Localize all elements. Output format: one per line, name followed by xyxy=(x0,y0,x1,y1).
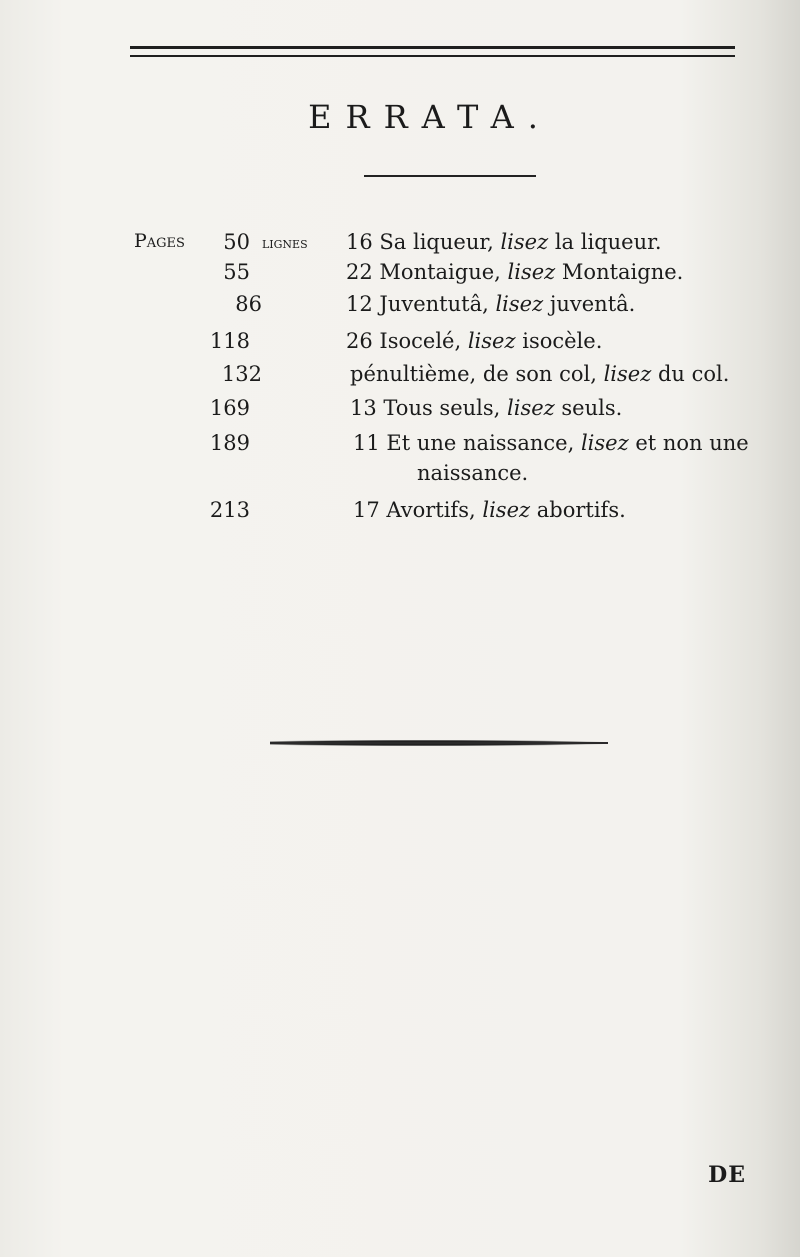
catchword: DE xyxy=(708,1162,746,1188)
page-number: 118 xyxy=(209,329,250,353)
lisez-label: lisez xyxy=(507,396,555,420)
error-text: Juventutâ, xyxy=(379,292,489,316)
line-number: 12 xyxy=(346,292,373,316)
errata-text xyxy=(350,398,622,419)
line-number: 17 xyxy=(353,498,380,522)
errata-text xyxy=(346,294,635,315)
correction-text: du col. xyxy=(657,362,730,386)
correction-text: Montaigne. xyxy=(561,260,684,284)
correction-text: la liqueur. xyxy=(554,230,662,254)
error-text: pénultième, de son col, xyxy=(350,362,597,386)
lisez-label: lisez xyxy=(500,230,549,254)
lisez-label: lisez xyxy=(603,362,652,386)
error-text: Montaigue, xyxy=(379,260,501,284)
error-text: Avortifs, xyxy=(386,498,476,522)
errata-text xyxy=(346,331,602,352)
lisez-label: lisez xyxy=(495,292,544,316)
error-text: naissance. xyxy=(417,461,529,485)
correction-text: abortifs. xyxy=(536,498,626,522)
line-number: 26 xyxy=(346,329,373,353)
error-text: Isocelé, xyxy=(379,329,462,353)
line-number: 13 xyxy=(350,396,377,420)
error-text: Tous seuls, xyxy=(383,396,501,420)
title-rule xyxy=(364,175,536,177)
lisez-label: lisez xyxy=(467,329,516,353)
page-number: 50 xyxy=(223,230,250,254)
errata-text xyxy=(417,463,528,484)
page-number: 213 xyxy=(209,498,250,522)
page-number: 55 xyxy=(223,260,250,284)
lisez-label: lisez xyxy=(580,431,629,455)
errata-text xyxy=(346,262,683,283)
page-title: ERRATA. xyxy=(308,98,552,136)
page-number: 169 xyxy=(209,396,250,420)
errata-text xyxy=(353,433,749,454)
line-number: 16 xyxy=(346,230,373,254)
correction-text: juventâ. xyxy=(549,292,636,316)
top-rule xyxy=(130,46,735,49)
correction-text: et non une xyxy=(635,431,749,455)
error-text: Sa liqueur, xyxy=(379,230,494,254)
pages-label: Pages xyxy=(134,230,185,252)
correction-text: isocèle. xyxy=(522,329,603,353)
lignes-label: lignes xyxy=(262,234,308,252)
errata-text xyxy=(353,500,626,521)
lisez-label: lisez xyxy=(507,260,556,284)
page-number: 132 xyxy=(221,362,262,386)
line-number: 11 xyxy=(353,431,380,455)
ornament-rule xyxy=(270,740,608,746)
errata-text xyxy=(346,232,662,253)
page-number: 86 xyxy=(235,292,262,316)
errata-text xyxy=(350,364,729,385)
correction-text: seuls. xyxy=(561,396,623,420)
line-number: 22 xyxy=(346,260,373,284)
error-text: Et une naissance, xyxy=(386,431,575,455)
page-number: 189 xyxy=(209,431,250,455)
top-rule-thin xyxy=(130,55,735,57)
lisez-label: lisez xyxy=(482,498,531,522)
